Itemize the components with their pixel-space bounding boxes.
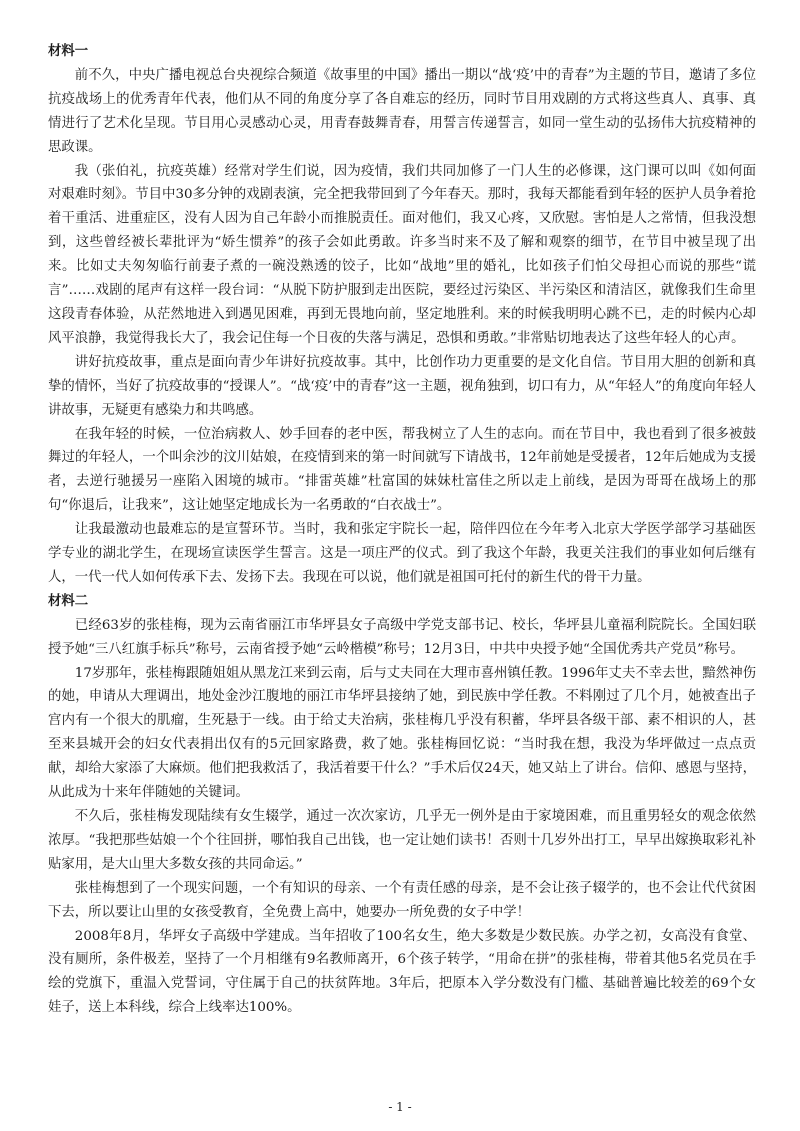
section-heading-material-two: 材料二 [48,592,89,609]
paragraph: 不久后，张桂梅发现陆续有女生辍学，通过一次次家访，几乎无一例外是由于家境困难，而且重男轻女的观念依然浓厚。“我把那些姑娘一个个往回拼，哪怕我自己出钱，也一定让她们读书！否则十几岁外出打工，早早出嫁换取彩礼补贴家用，是大山里大多数女孩的共同命运。” [48,809,756,872]
paragraph: 在我年轻的时候，一位治病救人、妙手回春的老中医，帮我树立了人生的志向。而在节目中，我也看到了很多被鼓舞过的年轻人，一个叫余沙的汶川姑娘，在疫情到来的第一时间就写下请战书，12年前她是受援者，12年后她成为支援者，去逆行驰援另一座陷入困境的城市。“排雷英雄”杜富国的妹妹杜富佳之所以走上前线，是因为哥哥在战场上的那句“你退后，让我来”，这让她坚定地成长为一名勇敢的“白衣战士”。 [48,426,756,514]
paragraph: 前不久，中央广播电视总台央视综合频道《故事里的中国》播出一期以“战‘疫’中的青春”为主题的节目，邀请了多位抗疫战场上的优秀青年代表，他们从不同的角度分享了各自难忘的经历，同时节目用戏剧的方式将这些真人、真事、真情进行了艺术化呈现。节目用心灵感动心灵，用青春鼓舞青春，用誓言传递誓言，如同一堂生动的弘扬伟大抗疫精神的思政课。 [48,67,756,155]
paragraph: 讲好抗疫故事，重点是面向青少年讲好抗疫故事。其中，比创作功力更重要的是文化自信。节目用大胆的创新和真挚的情怀，当好了抗疫故事的“授课人”。“战‘疫’中的青春”这一主题，视角独到，切口有力，从“年轻人”的角度向年轻人讲故事，无疑更有感染力和共鸣感。 [48,354,756,418]
paragraph: 我（张伯礼，抗疫英雄）经常对学生们说，因为疫情，我们共同加修了一门人生的必修课，这门课可以叫《如何面对艰难时刻》。节目中30多分钟的戏剧表演，完全把我带回到了今年春天。那时，我每天都能看到年轻的医护人员争着抢着干重活、进重症区，没有人因为自己年龄小而推脱责任。面对他们，我又心疼，又欣慰。害怕是人之常情，但我没想到，这些曾经被长辈批评为“娇生惯养”的孩子会如此勇敢。许多当时来不及了解和观察的细节，在节目中被呈现了出来。比如丈夫匆匆临行前妻子煮的一碗没熟透的饺子，比如“战地”里的婚礼，比如孩子们怕父母担心而说的那些“谎言”……戏剧的尾声有这样一段台词：“从脱下防护服到走出医院，要经过污染区、半污染区和清洁区，就像我们生命里这段青春体验，从茫然地进入到遇见困难，再到无畏地向前，坚定地胜利。来的时候我明明心跳不已，走的时候内心却风平浪静，我觉得我长大了，我会记住每一个日夜的失落与满足，恐惧和勇敢。”非常贴切地表达了这些年轻人的心声。 [48,163,756,346]
section-heading-material-one: 材料一 [48,43,89,59]
paragraph: 17岁那年，张桂梅跟随姐姐从黑龙江来到云南，后与丈夫同在大理市喜州镇任教。1996年丈夫不幸去世，黯然神伤的她，申请从大理调出，地处金沙江腹地的丽江市华坪县接纳了她，到民族中学任教。不料刚过了几个月，她被查出子宫内有一个很大的肌瘤，生死悬于一线。由于给丈夫治病，张桂梅几乎没有积蓄，华坪县各级干部、素不相识的人，甚至来县城开会的妇女代表捐出仅有的5元回家路费，救了她。张桂梅回忆说：“当时我在想，我没为华坪做过一点点贡献，却给大家添了大麻烦。他们把我救活了，我活着要干什么？”手术后仅24天，她又站上了讲台。信仰、感恩与坚持，从此成为十来年伴随她的关键词。 [48,665,756,801]
document-page [48,40,756,1020]
paragraph: 张桂梅想到了一个现实问题，一个有知识的母亲、一个有责任感的母亲，是不会让孩子辍学的，也不会让代代贫困下去，所以要让山里的女孩受教育，全免费上高中，她要办一所免费的女子中学！ [48,880,756,920]
paragraph: 已经63岁的张桂梅，现为云南省丽江市华坪县女子高级中学党支部书记、校长，华坪县儿童福利院院长。全国妇联授予她“三八红旗手标兵”称号，云南省授予她“云岭楷模”称号；12月3日，中共中央授予她“全国优秀共产党员”称号。 [48,617,756,657]
paragraph: 2008年8月，华坪女子高级中学建成。当年招收了100名女生，绝大多数是少数民族。办学之初，女高没有食堂、没有厕所，条件极差，坚持了一个月相继有9名教师离开，6个孩子转学，“用命在拼”的张桂梅，带着其他5名党员在手绘的党旗下，重温入党誓词，守住属于自己的扶贫阵地。3年后，把原本入学分数没有门槛、基础普遍比较差的69个女娃子，送上本科线，综合上线率达100%。 [48,928,756,1016]
paragraph: 让我最激动也最难忘的是宣誓环节。当时，我和张定宇院长一起，陪伴四位在今年考入北京大学医学部学习基础医学专业的湖北学生，在现场宣读医学生誓言。这是一项庄严的仪式。到了我这个年龄，我更关注我们的事业如何后继有人，一代一代人如何传承下去、发扬下去。我现在可以说，他们就是祖国可托付的新生代的骨干力量。 [48,522,756,585]
page-number: - 1 - [388,1100,412,1114]
